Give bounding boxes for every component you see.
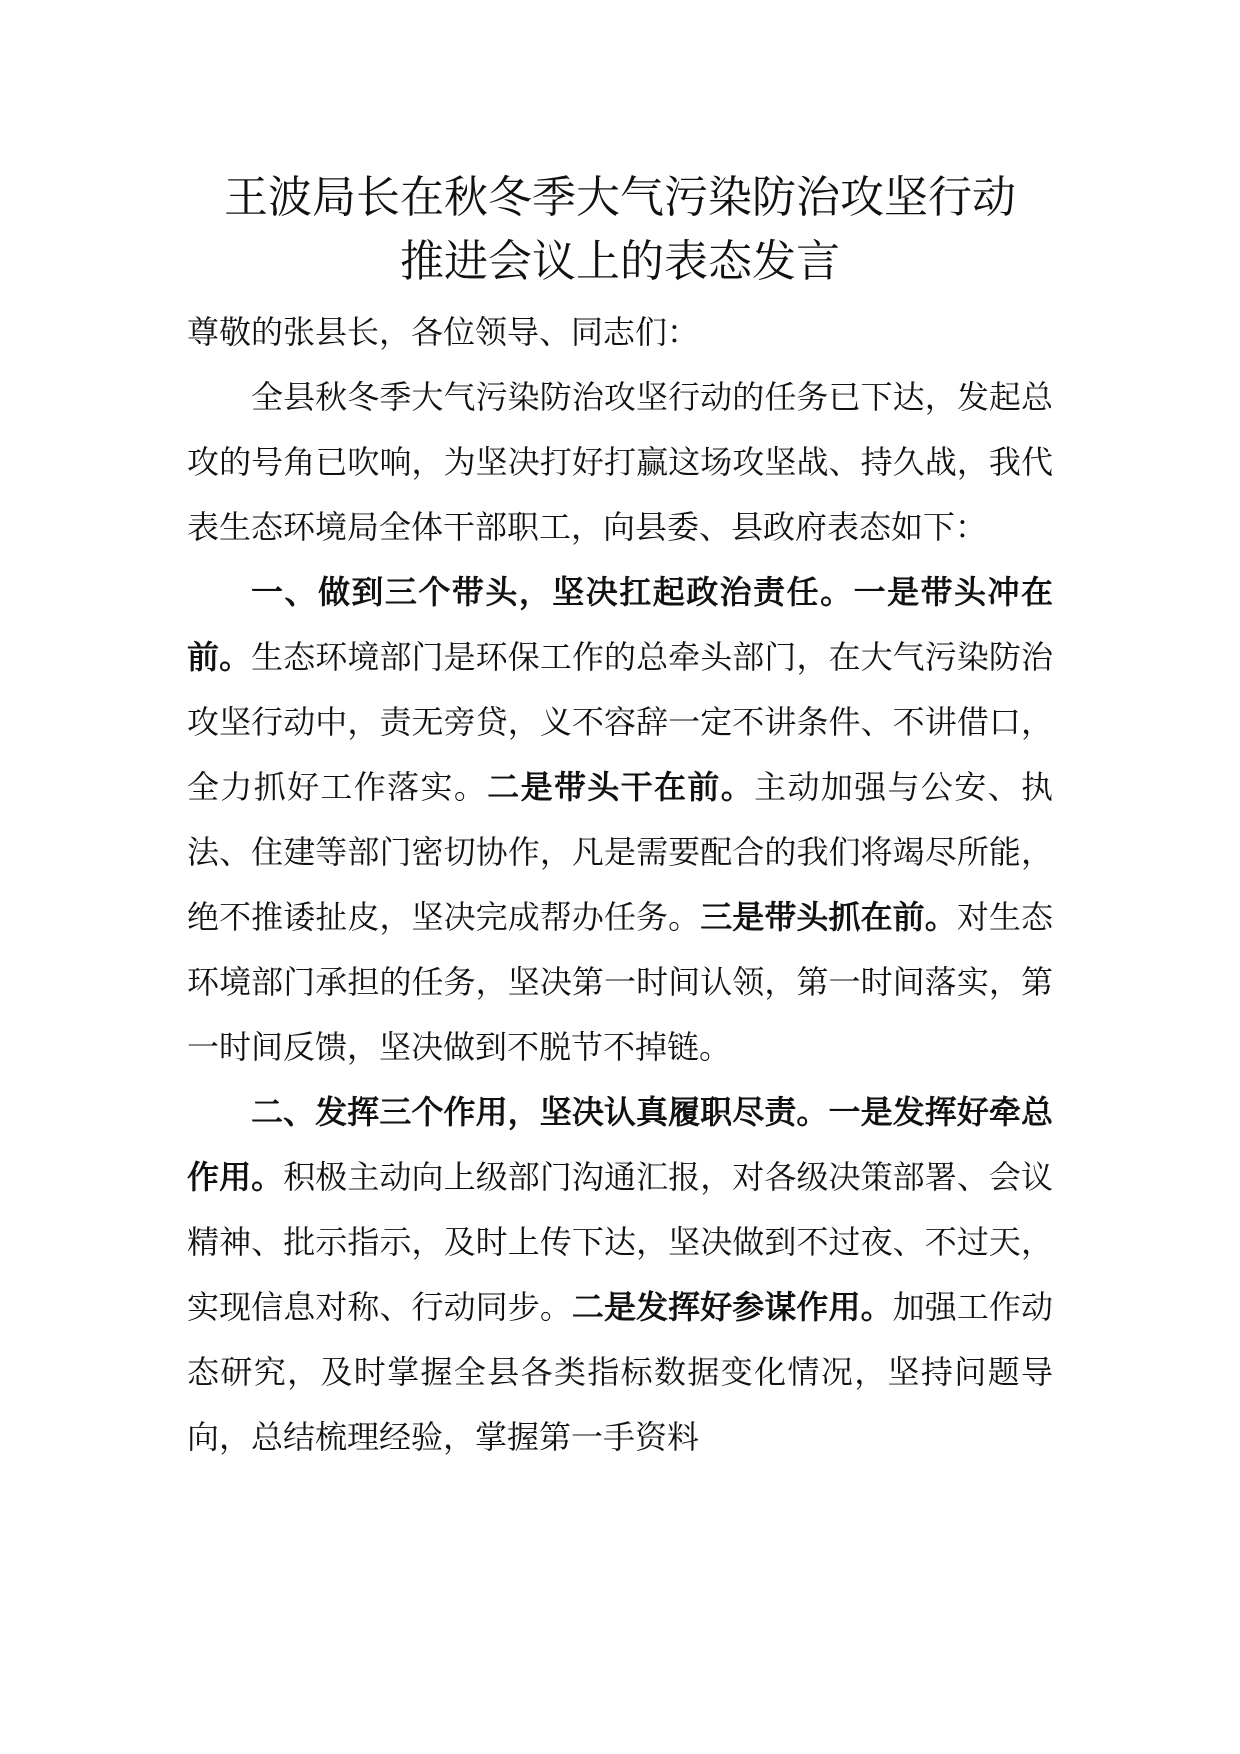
section-1-heading: 一、做到三个带头，坚决扛起政治责任。 [251, 573, 854, 611]
section-2-heading: 二、发挥三个作用，坚决认真履职尽责。 [251, 1093, 829, 1131]
salutation: 尊敬的张县长，各位领导、同志们： [187, 313, 700, 351]
document-body [187, 300, 1053, 1470]
section-1-point-2-label: 二是带头干在前。 [487, 768, 755, 806]
section-1-paragraph [187, 560, 1053, 1080]
section-1-point-1-label: 一是带头冲在前。 [187, 573, 1053, 676]
section-2-point-2-text: 加强工作动态研究，及时掌握全县各类指标数据变化情况，坚持问题导向，总结梳理经验，掌握第一手资料 [187, 1288, 1053, 1456]
intro-paragraph: 全县秋冬季大气污染防治攻坚行动的任务已下达，发起总攻的号角已吹响，为坚决打好打赢这场攻坚战、持久战，我代表生态环境局全体干部职工，向县委、县政府表态如下： [187, 378, 1053, 546]
title-line-1: 王波局长在秋冬季大气污染防治攻坚行动 [224, 172, 1016, 223]
section-1-point-3-label: 三是带头抓在前。 [700, 898, 957, 936]
title-line-2: 推进会议上的表态发言 [400, 236, 840, 287]
section-2-point-1-text: 积极主动向上级部门沟通汇报，对各级决策部署、会议精神、批示指示，及时上传下达，坚决做到不过夜、不过天，实现信息对称、行动同步。 [187, 1158, 1053, 1326]
section-1-point-1-text: 生态环境部门是环保工作的总牵头部门，在大气污染防治攻坚行动中，责无旁贷，义不容辞一定不讲条件、不讲借口，全力抓好工作落实。 [187, 638, 1053, 806]
section-2-paragraph [187, 1080, 1053, 1470]
section-1-point-2-text: 主动加强与公安、执法、住建等部门密切协作，凡是需要配合的我们将竭尽所能，绝不推诿扯皮，坚决完成帮办任务。 [187, 768, 1053, 936]
document-title [150, 166, 1090, 294]
section-2-point-1-label: 一是发挥好牵总作用。 [187, 1093, 1053, 1196]
section-2-point-2-label: 二是发挥好参谋作用。 [571, 1288, 893, 1326]
section-1-point-3-text: 对生态环境部门承担的任务，坚决第一时间认领，第一时间落实，第一时间反馈，坚决做到不脱节不掉链。 [187, 898, 1053, 1066]
